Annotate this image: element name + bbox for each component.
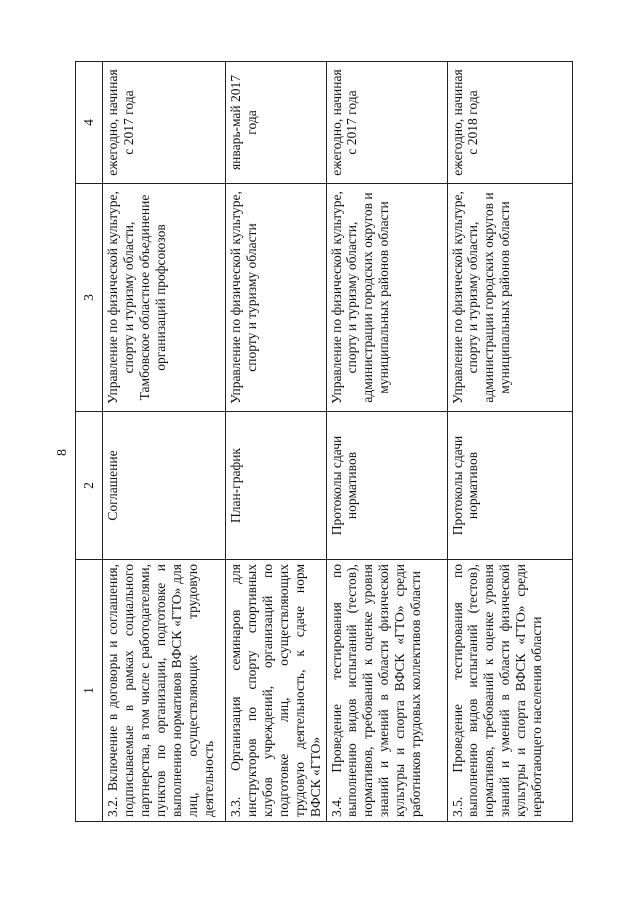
document-cell: Протоколы сдачи нормативов: [326, 412, 447, 560]
table-row: [103, 62, 226, 822]
deadline-cell: январь-май 2017 года: [226, 62, 327, 184]
table-row: [226, 62, 327, 822]
responsible-cell: Управление по физической культуре, спорту и туризму области, администрации городских округов и муниципальных районов области: [326, 184, 447, 412]
deadline-cell: ежегодно, начиная с 2017 года: [103, 62, 226, 184]
activity-cell: 3.5. Проведение тестирования по выполнению видов испытаний (тестов), нормативов, требований к оценке уровня знаний и умений в области физической культуры и спорта ВФСК «ГТО» среди неработающего населения области: [447, 560, 572, 822]
responsible-cell: Управление по физической культуре, спорту и туризму области, Тамбовское областное объединение организаций профсоюзов: [103, 184, 226, 412]
table-row: [447, 62, 572, 822]
activity-cell: 3.3. Организация семинаров для инструкторов по спорту спортивных клубов учреждений, организаций по подготовке лиц, осуществляющих трудовую деятельность, к сдаче норм ВФСК «ГТО»: [226, 560, 327, 822]
header-col-2: 2: [76, 412, 103, 560]
document-cell: Протоколы сдачи нормативов: [447, 412, 572, 560]
deadline-cell: ежегодно, начиная с 2017 года: [326, 62, 447, 184]
deadline-cell: ежегодно, начиная с 2018 года: [447, 62, 572, 184]
activity-cell: 3.4. Проведение тестирования по выполнению видов испытаний (тестов), нормативов, требований к оценке уровня знаний и умений в области физической культуры и спорта ВФСК «ГТО» среди работников трудовых коллективов области: [326, 560, 447, 822]
responsible-cell: Управление по физической культуре, спорту и туризму области: [226, 184, 327, 412]
activity-cell: 3.2. Включение в договоры и соглашения, подписываемые в рамках социального партнерства, в том числе с работодателями, пунктов по организации, подготовке и выполнению нормативов ВФСК «ГТО» для лиц, осуществляющих трудовую деятельность: [103, 560, 226, 822]
header-col-4: 4: [76, 62, 103, 184]
header-col-1: 1: [76, 560, 103, 822]
document-cell: Соглашение: [103, 412, 226, 560]
responsible-cell: Управление по физической культуре, спорту и туризму области, администрации городских округов и муниципальных районов области: [447, 184, 572, 412]
header-row: [76, 62, 103, 822]
plan-table: [75, 61, 573, 822]
document-cell: План-график: [226, 412, 327, 560]
header-col-3: 3: [76, 184, 103, 412]
page-number: 8: [55, 449, 70, 456]
table-row: [326, 62, 447, 822]
